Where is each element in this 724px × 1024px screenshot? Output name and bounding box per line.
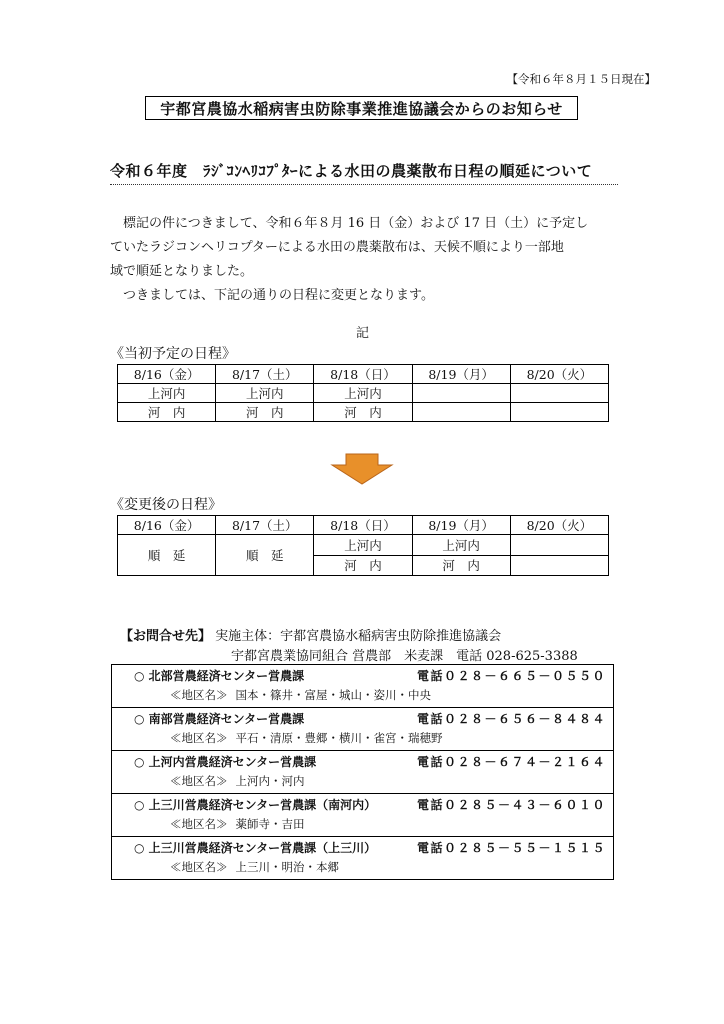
table-cell xyxy=(510,384,608,403)
notice-date: 【令和６年８月１５日現在】 xyxy=(506,72,656,86)
table-cell: 河 内 xyxy=(412,555,510,576)
area-label: ≪地区名≫ xyxy=(170,774,228,788)
postponed-cell: 順 延 xyxy=(216,535,314,576)
table-cell xyxy=(510,535,608,556)
body-paragraph-1-line-2: ていたラジコンヘリコプターによる水田の農薬散布は、天候不順により一部地 xyxy=(110,240,564,255)
notice-body xyxy=(110,212,622,308)
table-row xyxy=(118,535,609,556)
center-phone: 電話０２８－６６５－０５５０ xyxy=(417,669,607,683)
table-cell: 上河内 xyxy=(216,384,314,403)
center-phone: 電話０２８－６５６－８４８４ xyxy=(417,712,607,726)
table-row xyxy=(112,794,614,837)
table-cell xyxy=(510,555,608,576)
contact-header xyxy=(120,625,501,644)
center-name: ○ 上三川営農経済センター営農課（上三川） xyxy=(134,841,377,855)
center-areas: 薬師寺・吉田 xyxy=(235,817,305,831)
contact-centers-table xyxy=(111,664,614,880)
table-header-row xyxy=(118,516,609,535)
body-paragraph-1-line-3: 域で順延となりました。 xyxy=(110,264,254,279)
center-phone: 電話０２８５－４３－６０１０ xyxy=(417,798,607,812)
table-row xyxy=(118,384,609,403)
down-arrow-icon xyxy=(330,453,394,485)
contact-center xyxy=(112,665,614,708)
notice-subject: 令和６年度 ﾗｼﾞｺﾝﾍﾘｺﾌﾟﾀｰによる水田の農薬散布日程の順延について xyxy=(110,160,618,185)
area-label: ≪地区名≫ xyxy=(170,860,228,874)
table-header-cell: 8/18（日） xyxy=(314,516,412,535)
contact-heading: 【お問合せ先】 xyxy=(120,629,212,644)
contact-center xyxy=(112,837,614,880)
body-paragraph-1-line-1: 標記の件につきまして、令和６年８月 16 日（金）および 17 日（土）に予定し xyxy=(123,216,589,231)
center-name: ○ 南部営農経済センター営農課 xyxy=(134,712,305,726)
contact-center xyxy=(112,751,614,794)
table-header-cell: 8/20（火） xyxy=(510,516,608,535)
original-schedule-table xyxy=(117,364,609,422)
area-label: ≪地区名≫ xyxy=(170,688,228,702)
table-header-cell: 8/20（火） xyxy=(510,365,608,384)
contact-department: 宇都宮農業協同組合 営農部 米麦課 電話 028-625-3388 xyxy=(231,649,578,664)
table-header-cell: 8/19（月） xyxy=(412,516,510,535)
table-header-cell: 8/16（金） xyxy=(118,365,216,384)
table-header-cell: 8/17（土） xyxy=(216,516,314,535)
table-row xyxy=(112,837,614,880)
center-areas: 上三川・明治・本郷 xyxy=(235,860,339,874)
table-header-row xyxy=(118,365,609,384)
area-label: ≪地区名≫ xyxy=(170,731,228,745)
table-row xyxy=(112,665,614,708)
table-cell: 河 内 xyxy=(118,403,216,422)
table-header-cell: 8/16（金） xyxy=(118,516,216,535)
center-phone: 電話０２８５－５５－１５１５ xyxy=(417,841,607,855)
table-row xyxy=(118,403,609,422)
contact-center xyxy=(112,794,614,837)
table-cell: 河 内 xyxy=(314,555,412,576)
table-cell: 河 内 xyxy=(216,403,314,422)
area-label: ≪地区名≫ xyxy=(170,817,228,831)
original-schedule-label: 《当初予定の日程》 xyxy=(110,346,236,362)
table-cell: 上河内 xyxy=(412,535,510,556)
changed-schedule-table xyxy=(117,515,609,576)
table-row xyxy=(112,751,614,794)
center-name: ○ 北部営農経済センター営農課 xyxy=(134,669,305,683)
organization-title: 宇都宮農協水稲病害虫防除事業推進協議会からのお知らせ xyxy=(145,96,578,120)
table-header-cell: 8/18（日） xyxy=(314,365,412,384)
center-areas: 上河内・河内 xyxy=(235,774,305,788)
table-cell xyxy=(412,384,510,403)
center-areas: 国本・篠井・富屋・城山・姿川・中央 xyxy=(235,688,431,702)
center-name: ○ 上河内営農経済センター営農課 xyxy=(134,755,317,769)
ki-mark: 記 xyxy=(356,326,370,341)
table-row xyxy=(112,708,614,751)
table-cell: 上河内 xyxy=(118,384,216,403)
table-cell xyxy=(510,403,608,422)
table-header-cell: 8/19（月） xyxy=(412,365,510,384)
contact-organizer: 実施主体：宇都宮農協水稲病害虫防除推進協議会 xyxy=(215,629,502,644)
table-cell xyxy=(412,403,510,422)
table-header-cell: 8/17（土） xyxy=(216,365,314,384)
center-name: ○ 上三川営農経済センター営農課（南河内） xyxy=(134,798,377,812)
postponed-cell: 順 延 xyxy=(118,535,216,576)
center-areas: 平石・清原・豊郷・横川・雀宮・瑞穂野 xyxy=(235,731,443,745)
table-cell: 上河内 xyxy=(314,384,412,403)
changed-schedule-label: 《変更後の日程》 xyxy=(110,497,222,513)
table-cell: 河 内 xyxy=(314,403,412,422)
body-paragraph-2: つきましては、下記の通りの日程に変更となります。 xyxy=(123,288,434,303)
center-phone: 電話０２８－６７４－２１６４ xyxy=(417,755,607,769)
table-cell: 上河内 xyxy=(314,535,412,556)
contact-center xyxy=(112,708,614,751)
